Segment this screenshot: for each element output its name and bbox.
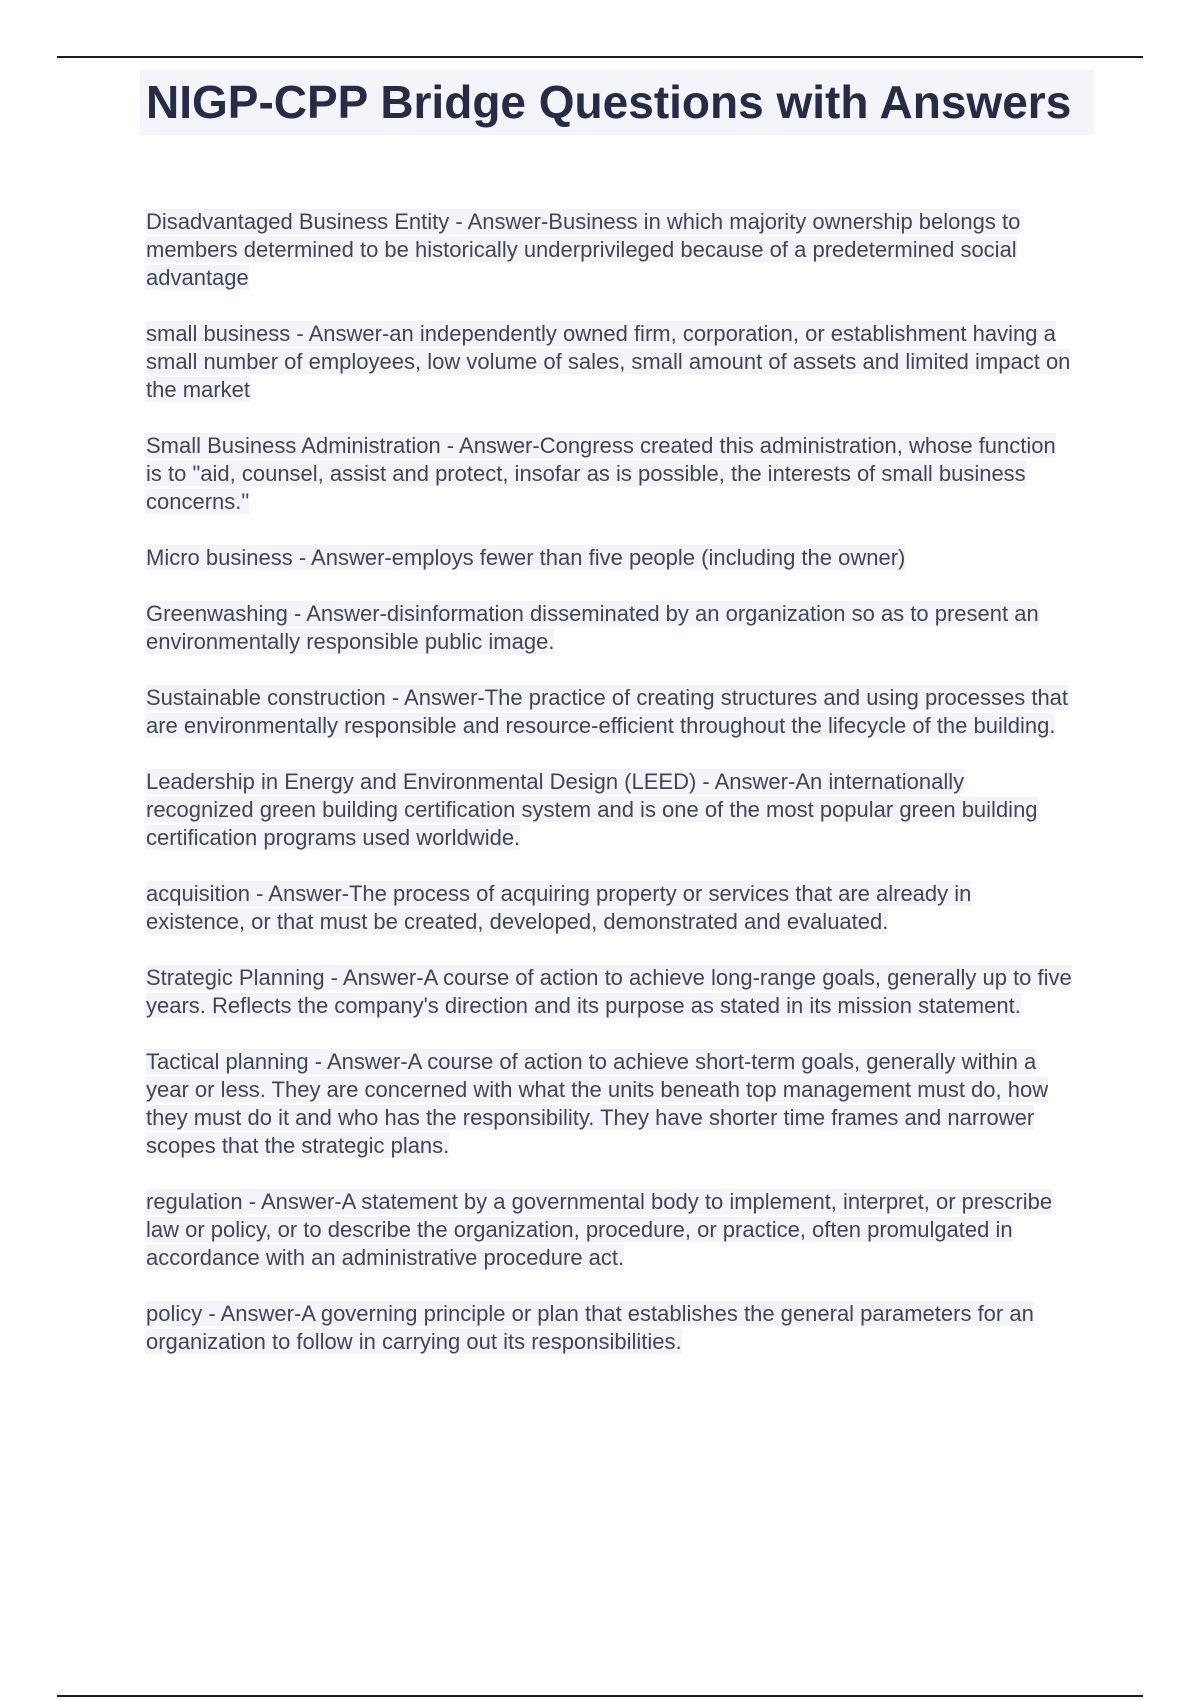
qa-entry-text: small business - Answer-an independently owned firm, corporation, or establishment having a small number of employees, low volume of sales, small amount of assets and limited impact on the market — [146, 321, 1071, 402]
qa-entry — [140, 432, 1080, 516]
qa-entry-text: Greenwashing - Answer-disinformation disseminated by an organization so as to present an environmentally responsible public image. — [146, 601, 1039, 654]
qa-entry-text: acquisition - Answer-The process of acquiring property or services that are already in existence, or that must be created, developed, demonstrated and evaluated. — [146, 881, 972, 934]
qa-entry — [140, 684, 1080, 740]
qa-entry-text: Leadership in Energy and Environmental Design (LEED) - Answer-An internationally recognized green building certification system and is one of the most popular green building certification programs used worldwide. — [146, 769, 1038, 850]
qa-entry-text: Small Business Administration - Answer-Congress created this administration, whose function is to "aid, counsel, assist and protect, insofar as is possible, the interests of small business concerns." — [146, 433, 1056, 514]
qa-entry-text: Tactical planning - Answer-A course of action to achieve short-term goals, generally within a year or less. They are concerned with what the units beneath top management must do, how they must do it and who has the responsibility. They have shorter time frames and narrower scopes that the strategic plans. — [146, 1049, 1049, 1158]
qa-entry-text: Micro business - Answer-employs fewer than five people (including the owner) — [146, 545, 906, 570]
qa-entry — [140, 1188, 1080, 1272]
page-title: NIGP-CPP Bridge Questions with Answers — [146, 76, 1072, 128]
qa-entry-text: Sustainable construction - Answer-The practice of creating structures and using processes that are environmentally responsible and resource-efficient throughout the lifecycle of the building. — [146, 685, 1069, 738]
qa-entry — [140, 544, 1080, 572]
qa-entry — [140, 208, 1080, 292]
qa-entry — [140, 880, 1080, 936]
qa-entry-text: regulation - Answer-A statement by a governmental body to implement, interpret, or prescribe law or policy, or to describe the organization, procedure, or practice, often promulgated in accordance with an administrative procedure act. — [146, 1189, 1053, 1270]
bottom-divider — [57, 1695, 1143, 1697]
qa-entry — [140, 320, 1080, 404]
qa-entry — [140, 768, 1080, 852]
qa-entry — [140, 964, 1080, 1020]
qa-list — [140, 208, 1080, 1384]
qa-entry-text: policy - Answer-A governing principle or plan that establishes the general parameters for an organization to follow in carrying out its responsibilities. — [146, 1301, 1034, 1354]
qa-entry-text: Disadvantaged Business Entity - Answer-Business in which majority ownership belongs to members determined to be historically underprivileged because of a predetermined social advantage — [146, 209, 1021, 290]
top-divider — [57, 56, 1143, 58]
qa-entry-text: Strategic Planning - Answer-A course of action to achieve long-range goals, generally up to five years. Reflects the company's direction and its purpose as stated in its mission statement. — [146, 965, 1072, 1018]
title-block — [140, 70, 1094, 135]
qa-entry — [140, 1300, 1080, 1356]
qa-entry — [140, 1048, 1080, 1160]
qa-entry — [140, 600, 1080, 656]
